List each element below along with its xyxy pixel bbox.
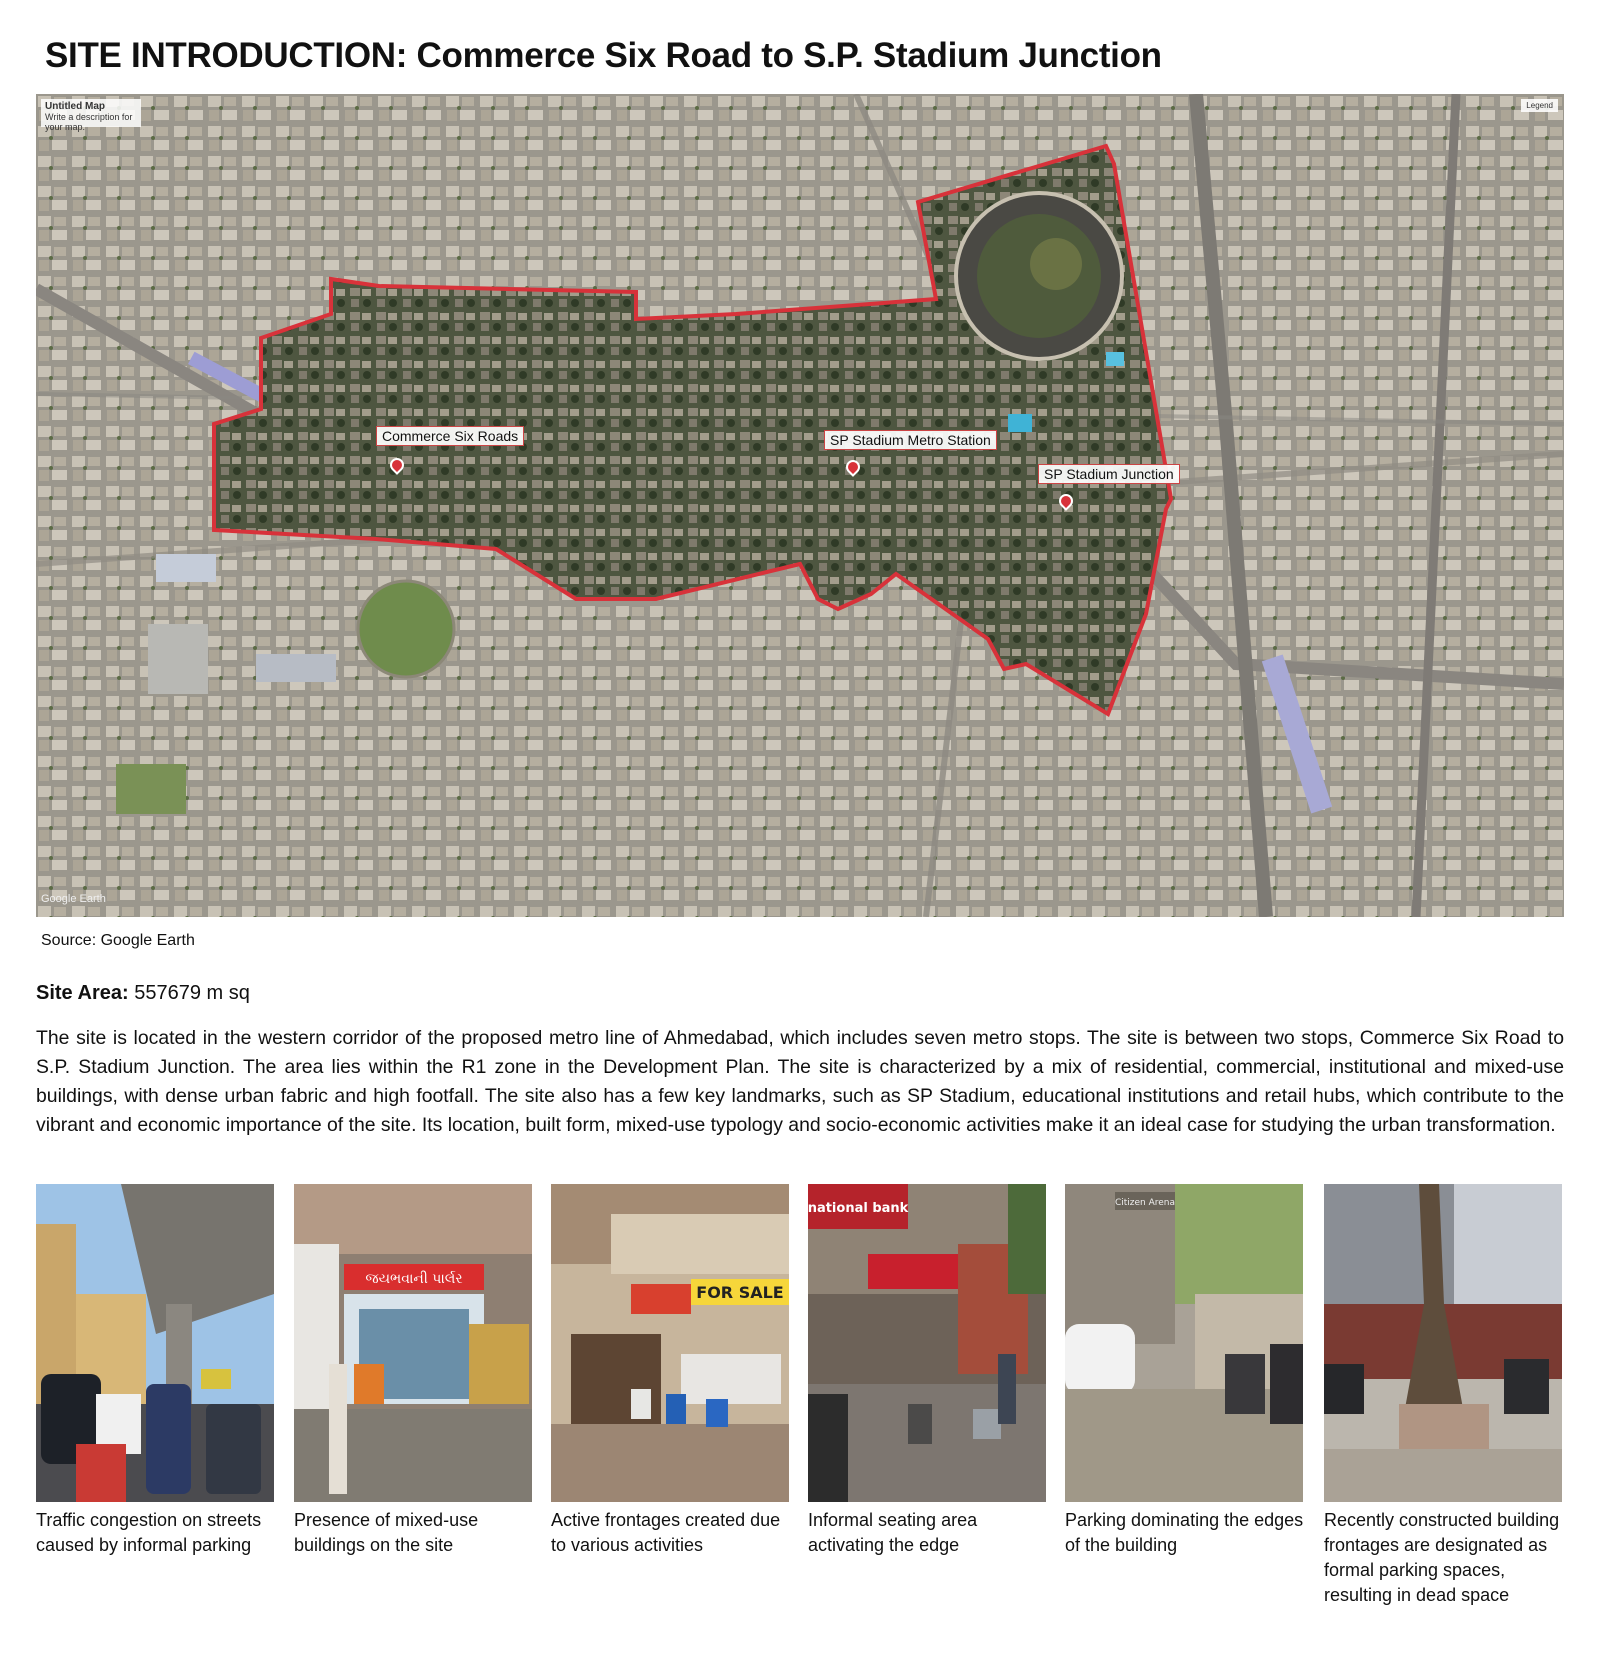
label-sp-stadium-metro[interactable]: SP Stadium Metro Station [824,430,997,450]
label-sp-stadium-junction[interactable]: SP Stadium Junction [1038,464,1180,484]
photo-traffic-congestion [36,1184,274,1502]
google-earth-watermark: Google Earth [41,893,106,905]
map-description: Write a description for your map. [45,112,133,132]
caption-parking: Parking dominating the edges of the building [1065,1510,1304,1555]
photo-parking-edges [1065,1184,1303,1502]
map-title: Untitled Map [45,101,105,112]
shop-sign-text: જયભવાની પાર્લર [365,1271,463,1287]
site-area-label: Site Area: [36,982,129,1004]
photo-active-frontages [551,1184,789,1502]
map-source: Source: Google Earth [41,932,195,949]
bank-sign-text: national bank [808,1201,909,1216]
caption-dead-space: Recently constructed building frontages are designated as formal parking spaces, resulting in dead space [1324,1510,1560,1605]
label-commerce-six-roads[interactable]: Commerce Six Roads [376,426,524,446]
site-area [36,982,250,1005]
photo-mixed-use-shop [294,1184,532,1502]
satellite-map[interactable] [36,94,1564,917]
site-area-value: 557679 m sq [128,982,250,1004]
photo-dead-space [1324,1184,1562,1502]
building-name-text: Citizen Arena [1114,1198,1176,1208]
caption-informal-seating: Informal seating area activating the edge [808,1510,978,1555]
caption-traffic: Traffic congestion on streets caused by informal parking [36,1510,262,1555]
for-sale-sign-text: FOR SALE [696,1283,784,1302]
page-title: SITE INTRODUCTION: Commerce Six Road to S.P. Stadium Junction [45,36,1162,75]
caption-mixed-use: Presence of mixed-use buildings on the site [294,1510,479,1555]
caption-active-frontages: Active frontages created due to various activities [551,1510,781,1555]
photo-informal-seating [808,1184,1046,1502]
map-title-box[interactable] [41,99,141,132]
map-imagery [36,94,1564,917]
site-description: The site is located in the western corridor of the proposed metro line of Ahmedabad, which includes seven metro stops. The site is between two stops, Commerce Six Road to S.P. Stadium Junction. The area lies within the R1 zone in the Development Plan. The site is characterized by a mix of residential, commercial, institutional and mixed-use buildings, with dense urban fabric and high footfall. The site also has a few key landmarks, such as SP Stadium, educational institutions and retail hubs, which contribute to the vibrant and economic importance of the site. Its location, built form, mixed-use typology and socio-economic activities make it an ideal case for studying the urban transformation. [36,1027,1564,1136]
legend-button[interactable]: Legend [1521,99,1558,112]
